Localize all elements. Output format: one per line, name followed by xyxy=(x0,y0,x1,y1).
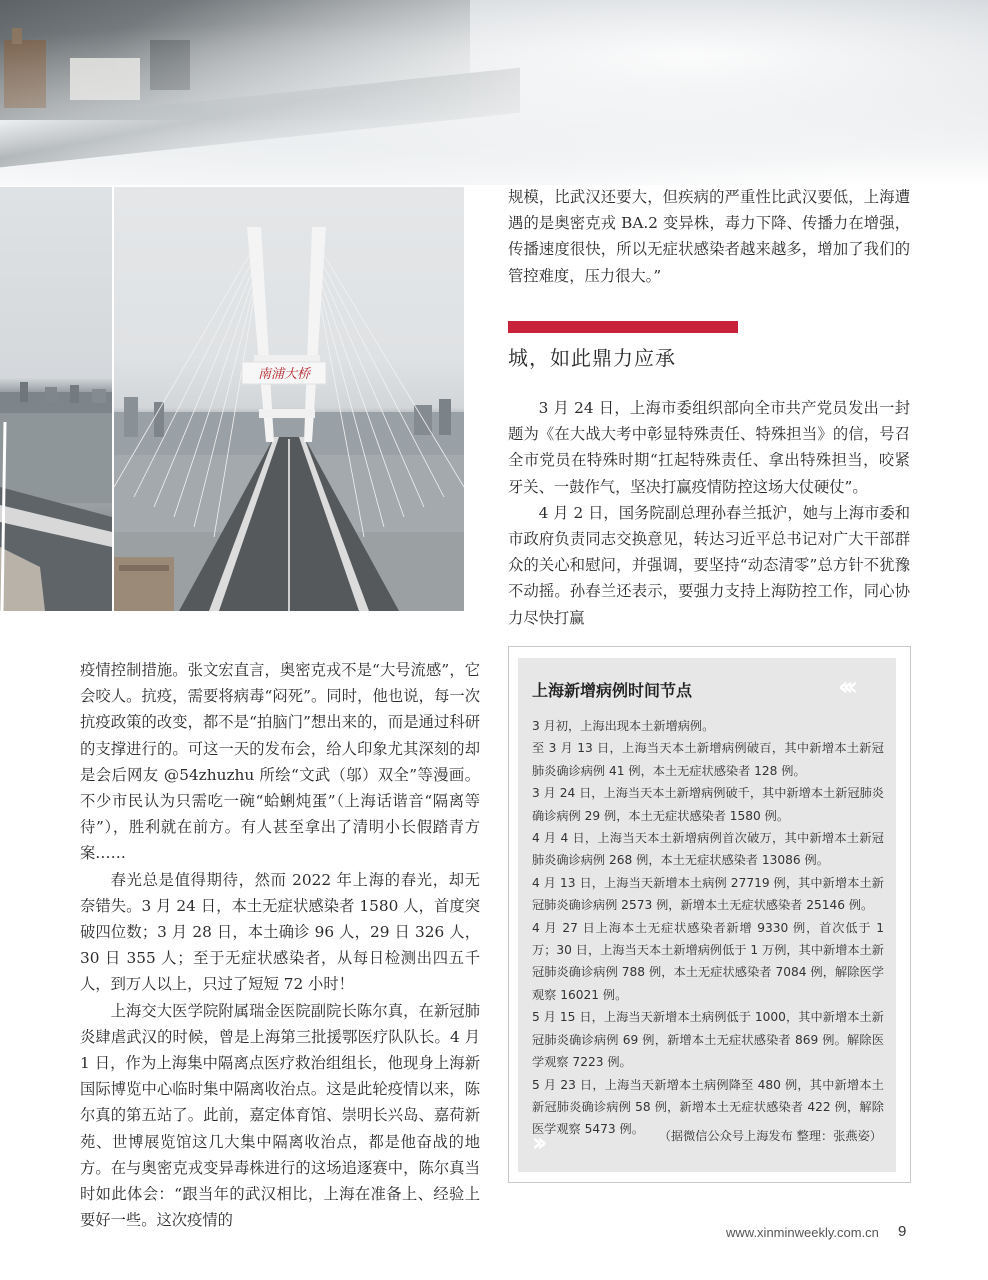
top-aerial-photo xyxy=(0,0,988,185)
paragraph: 3 月 24 日，上海市委组织部向全市共产党员发出一封题为《在大战大考中彰显特殊责任、特殊担当》的信，号召全市党员在特殊时期“扛起特殊责任、拿出特殊担当，咬紧牙关、一鼓作气，坚决打赢疫情防控这场大仗硬仗”。 xyxy=(508,399,910,496)
open-quote-icon: ‹‹‹ xyxy=(838,672,853,702)
sidebar-source: （据微信公众号上海发布 整理：张燕姿） xyxy=(658,1129,882,1143)
bridge-side-photo xyxy=(0,187,112,611)
section-heading: 城，如此鼎力应承 xyxy=(508,346,676,370)
right-column-top xyxy=(508,184,910,289)
timeline-entry: 5 月 15 日，上海当天新增本土病例低于 1000，其中新增本土新冠肺炎确诊病例 69 例，新增本土无症状感染者 869 例。解除医学观察 7223 例。 xyxy=(532,1010,884,1070)
sidebar-timeline xyxy=(532,715,884,1141)
timeline-entry: 4 月 13 日，上海当天新增本土病例 27719 例，其中新增本土新冠肺炎确诊病例 2573 例，新增本土无症状感染者 25146 例。 xyxy=(532,875,884,913)
bridge-side-illustration xyxy=(0,187,112,611)
fog-overlay xyxy=(0,0,988,185)
bridge-sign-text: 南浦大桥 xyxy=(257,367,311,382)
timeline-entry: 5 月 23 日，上海当天新增本土病例降至 480 例，其中新增本土新冠肺炎确诊病例 58 例，新增本土无症状感染者 422 例，解除医学观察 5473 例。 xyxy=(532,1077,884,1137)
timeline-entry: 至 3 月 13 日，上海当天本土新增病例破百，其中新增本土新冠肺炎确诊病例 41 例，本土无症状感染者 128 例。 xyxy=(532,741,884,778)
page-number: 9 xyxy=(898,1223,907,1240)
section-divider-bar xyxy=(508,321,738,333)
nanpu-bridge-photo xyxy=(114,187,464,611)
timeline-entry: 3 月初，上海出现本土新增病例。 xyxy=(532,719,715,733)
bridge-illustration xyxy=(114,187,464,611)
timeline-entry: 4 月 4 日，上海当天本土新增病例首次破万，其中新增本土新冠肺炎确诊病例 268 例，本土无症状感染者 13086 例。 xyxy=(532,831,884,868)
footer-url: www.xinminweekly.com.cn xyxy=(726,1225,879,1240)
paragraph: 上海交大医学院附属瑞金医院副院长陈尔真，在新冠肺炎肆虐武汉的时候，曾是上海第三批援鄂医疗队队长。4 月 1 日，作为上海集中隔离点医疗救治组组长，他现身上海新国际博览中心临时集中隔离收治点。这是此轮疫情以来，陈尔真的第五站了。此前，嘉定体育馆、崇明长兴岛、嘉荷新苑、世博展览馆这几大集中隔离收治点，都是他奋战的地方。在与奥密克戎变异毒株进行的这场追逐赛中，陈尔真当时如此体会：“跟当年的武汉相比，上海在准备上、经验上要好一些。这次疫情的 xyxy=(80,1001,480,1230)
timeline-entry: 4 月 27 日上海本土无症状感染者新增 9330 例，首次低于 1 万；30 日，上海当天本土新增病例低于 1 万例，其中新增本土新冠肺炎确诊病例 788 例，本土无症状感染者 7084 例，解除医学观察 16021 例。 xyxy=(532,920,884,1002)
paragraph: 规模，比武汉还要大，但疾病的严重性比武汉要低，上海遭遇的是奥密克戎 BA.2 变异株，毒力下降、传播力在增强，传播速度很快，所以无症状感染者越来越多，增加了我们的管控难度，压力很大。” xyxy=(508,188,910,285)
paragraph: 疫情控制措施。张文宏直言，奥密克戎不是“大号流感”，它会咬人。抗疫，需要将病毒“闷死”。同时，他也说，每一次抗疫政策的改变，都不是“拍脑门”想出来的，而是通过科研的支撑进行的。可这一天的发布会，给人印象尤其深刻的却是会后网友 @54zhuzhu 所绘“文武（邬）双全”等漫画。不少市民认为只需吃一碗“蛤蜊炖蛋”（上海话谐音“隔离等待”），胜利就在前方。有人甚至拿出了清明小长假踏青方案…… xyxy=(80,661,480,863)
left-column-bottom xyxy=(80,657,480,1233)
paragraph: 春光总是值得期待，然而 2022 年上海的春光，却无奈错失。3 月 24 日，本土无症状感染者 1580 人，首度突破四位数；3 月 28 日，本土确诊 96 人，29 日 326 人，30 日 355 人；至于无症状感染者，从每日检测出四五千人，到万人以上，只过了短短 72 小时！ xyxy=(80,870,480,994)
timeline-entry: 3 月 24 日，上海当天本土新增病例破千，其中新增本土新冠肺炎确诊病例 29 例，本土无症状感染者 1580 例。 xyxy=(532,786,884,823)
right-column-middle xyxy=(508,395,910,631)
close-quote-icon: ›› xyxy=(532,1128,542,1158)
sidebar-title: 上海新增病例时间节点 xyxy=(532,681,693,700)
paragraph: 4 月 2 日，国务院副总理孙春兰抵沪，她与上海市委和市政府负责同志交换意见，转达习近平总书记对广大干部群众的关心和慰问，并强调，要坚持“动态清零”总方针不犹豫不动摇。孙春兰还表示，要强力支持上海防控工作，同心协力尽快打赢 xyxy=(508,503,910,627)
